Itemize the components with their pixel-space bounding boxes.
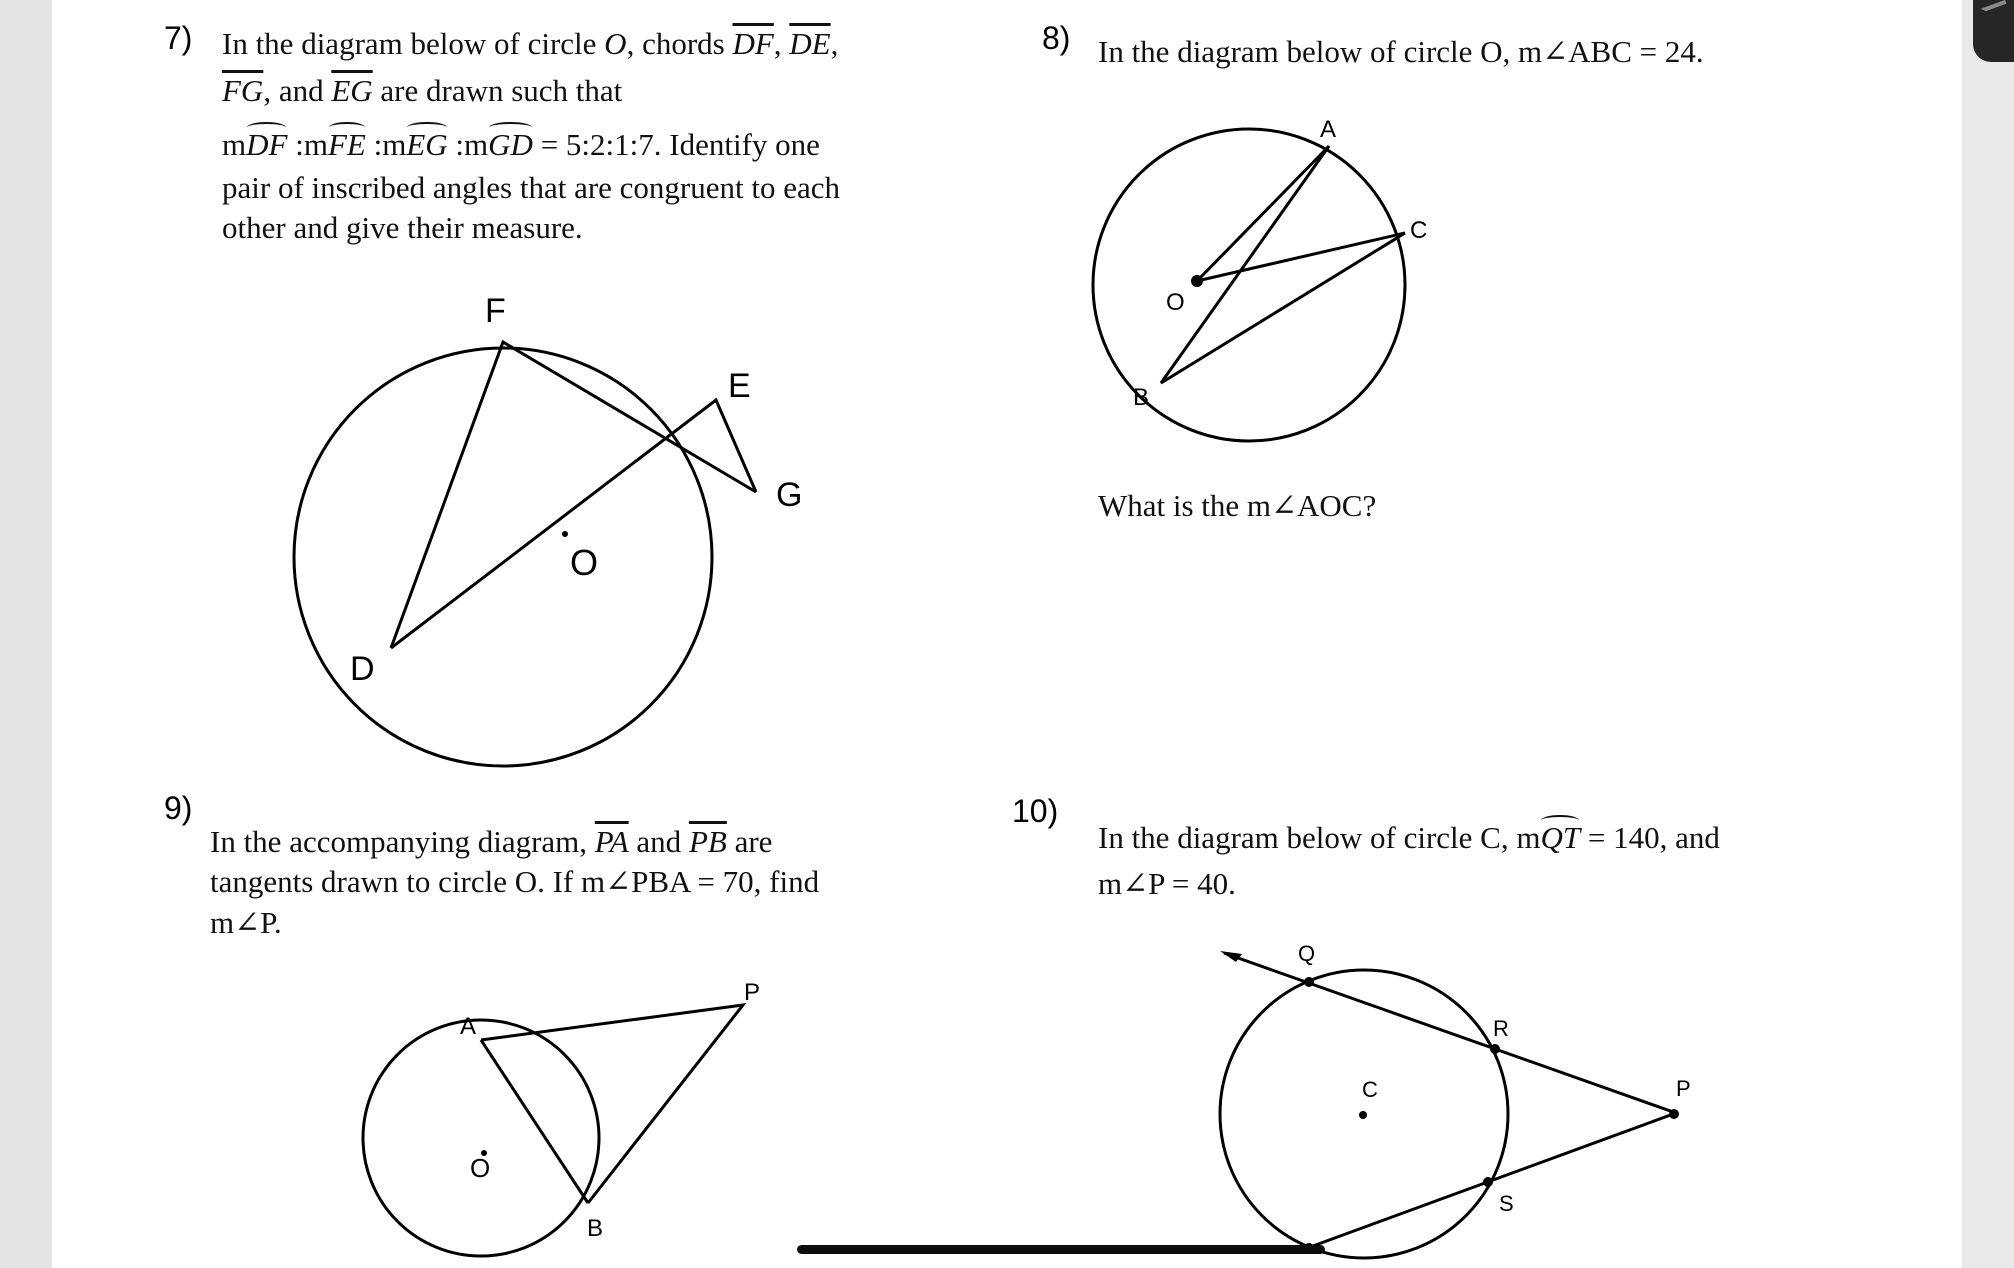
- arc-gd: GD: [488, 125, 533, 165]
- point-q: [1304, 977, 1314, 987]
- p7-m: m: [464, 127, 489, 162]
- label-o8: O: [1166, 289, 1185, 316]
- problem-10-diagram: [52, 0, 1752, 1268]
- chord-df: $\overline{DF}$: [732, 26, 774, 61]
- problem-9-line-3: m∠P.: [210, 905, 282, 940]
- chord-fg: $\overline{FG}$: [222, 73, 264, 108]
- arrowhead-q: [1220, 951, 1242, 962]
- arc-df: DF: [246, 125, 287, 165]
- problem-10-line-2: m∠P = 40.: [1098, 866, 1236, 901]
- problem-9-line-2: tangents drawn to circle O. If m∠PBA = 70, find: [210, 864, 820, 899]
- point-s: [1483, 1177, 1493, 1187]
- worksheet-page: [52, 0, 1962, 1268]
- p7-text: , and: [263, 73, 332, 108]
- label-a9: A: [460, 1013, 477, 1040]
- label-q: Q: [1298, 941, 1316, 966]
- label-c: C: [1410, 217, 1428, 244]
- p9-text: are: [726, 824, 773, 859]
- label-p9: P: [744, 979, 761, 1006]
- home-indicator[interactable]: [797, 1245, 1325, 1254]
- p10-text: = 140, and: [1580, 820, 1720, 855]
- point-r: [1490, 1044, 1500, 1054]
- problem-10-number: 10): [1012, 793, 1059, 829]
- p7-m: m: [382, 127, 407, 162]
- p7-ratio: = 5:2:1:7.: [532, 127, 662, 162]
- problem-7-line-4: pair of inscribed angles that are congruent to each: [222, 170, 841, 205]
- label-s: S: [1499, 1191, 1514, 1216]
- p7-text: are drawn such that: [372, 73, 623, 108]
- label-d: D: [350, 650, 375, 688]
- p10-text: In the diagram below of circle C, m: [1098, 820, 1541, 855]
- p7-circle-name: O: [604, 26, 627, 61]
- chord-de: $\overline{DE}$: [789, 26, 831, 61]
- segment-pa: $\overline{PA}$: [594, 824, 629, 859]
- p9-text: and: [628, 824, 689, 859]
- problem-8-question: What is the m∠AOC?: [1098, 488, 1377, 523]
- p7-text: In the diagram below of circle: [222, 26, 605, 61]
- label-o: O: [570, 542, 599, 583]
- p7-text: ,: [830, 26, 839, 61]
- p9-text: In the accompanying diagram,: [210, 824, 595, 859]
- label-g: G: [776, 476, 803, 514]
- label-b9: B: [587, 1215, 604, 1242]
- p7-colon: :: [365, 127, 383, 162]
- problem-7-number: 7): [164, 20, 193, 56]
- label-e: E: [728, 367, 751, 405]
- secant-pq: [1224, 953, 1676, 1113]
- problem-8-number: 8): [1042, 20, 1071, 56]
- p7-colon: :: [287, 127, 304, 162]
- label-p10: P: [1676, 1076, 1691, 1101]
- p7-colon: :: [447, 127, 465, 162]
- problem-8-line-1: In the diagram below of circle O, m∠ABC = 24.: [1098, 34, 1704, 69]
- right-sidebar: [1962, 0, 2014, 1268]
- segment-pb: $\overline{PB}$: [688, 824, 727, 859]
- point-c: [1359, 1111, 1367, 1119]
- p7-text: ,: [773, 26, 790, 61]
- label-r: R: [1493, 1016, 1509, 1041]
- label-a: A: [1320, 116, 1337, 143]
- chord-eg: $\overline{EG}$: [331, 73, 373, 108]
- point-p: [1669, 1109, 1679, 1119]
- arc-fe: FE: [328, 125, 366, 165]
- p7-m: m: [222, 127, 247, 162]
- problem-9-number: 9): [164, 790, 193, 826]
- label-o9: O: [470, 1153, 491, 1183]
- p7-m: m: [303, 127, 328, 162]
- label-f: F: [485, 292, 506, 330]
- problem-7-line-5: other and give their measure.: [222, 210, 583, 245]
- p7-text: , chords: [626, 26, 733, 61]
- label-b: B: [1133, 384, 1150, 411]
- p7-text: Identify one: [661, 127, 820, 162]
- label-c10: C: [1362, 1077, 1378, 1102]
- arc-qt: QT: [1540, 818, 1580, 858]
- arc-eg: EG: [406, 125, 447, 165]
